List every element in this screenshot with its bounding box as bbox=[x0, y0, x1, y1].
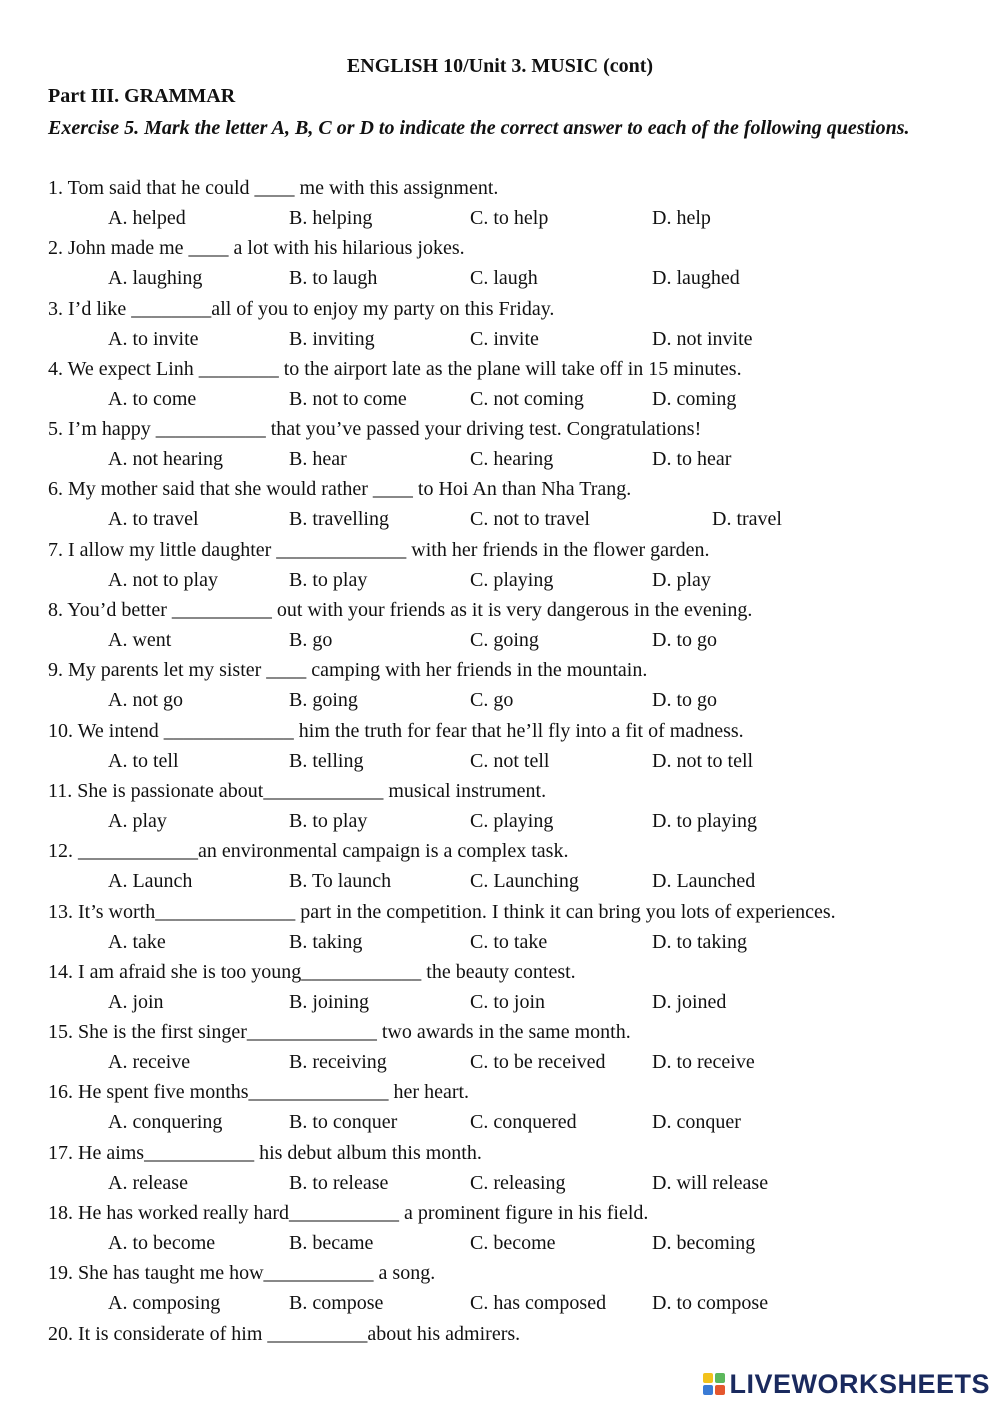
option-a[interactable]: A. play bbox=[108, 809, 167, 832]
question-stem: 9. My parents let my sister ____ camping with her friends in the mountain. bbox=[48, 659, 648, 682]
answer-options bbox=[48, 1047, 948, 1077]
question-2 bbox=[48, 233, 948, 293]
question-18 bbox=[48, 1198, 948, 1258]
question-16 bbox=[48, 1077, 948, 1137]
question-stem: 7. I allow my little daughter _____________ with her friends in the flower garden. bbox=[48, 538, 710, 561]
option-d[interactable]: D. joined bbox=[652, 990, 727, 1013]
option-c[interactable]: C. to help bbox=[470, 207, 549, 229]
option-a[interactable]: A. went bbox=[108, 629, 172, 652]
option-c[interactable]: C. hearing bbox=[470, 448, 554, 471]
option-c[interactable]: C. to take bbox=[470, 930, 548, 953]
question-6 bbox=[48, 474, 948, 534]
question-stem: 15. She is the first singer_____________ two awards in the same month. bbox=[48, 1021, 631, 1044]
question-7 bbox=[48, 535, 948, 595]
option-c[interactable]: C. playing bbox=[470, 568, 554, 591]
option-a[interactable]: A. not go bbox=[108, 689, 183, 712]
option-d[interactable]: D. to compose bbox=[652, 1292, 769, 1315]
option-c[interactable]: C. to join bbox=[470, 990, 546, 1013]
question-stem: 6. My mother said that she would rather ____ to Hoi An than Nha Trang. bbox=[48, 478, 632, 501]
question-14 bbox=[48, 957, 948, 1017]
option-a[interactable]: A. receive bbox=[108, 1051, 191, 1074]
answer-options bbox=[48, 987, 948, 1017]
option-c[interactable]: C. playing bbox=[470, 809, 554, 832]
option-d[interactable]: D. laughed bbox=[652, 267, 740, 290]
option-a[interactable]: A. take bbox=[108, 930, 166, 953]
question-stem: 3. I’d like ________all of you to enjoy my party on this Friday. bbox=[48, 297, 555, 320]
option-d[interactable]: D. to receive bbox=[652, 1051, 755, 1074]
question-stem: 8. You’d better __________ out with your friends as it is very dangerous in the evening. bbox=[48, 599, 753, 622]
option-a[interactable]: A. conquering bbox=[108, 1111, 223, 1134]
option-b[interactable]: B. to play bbox=[289, 568, 368, 591]
option-a[interactable]: A. Launch bbox=[108, 870, 193, 893]
answer-options bbox=[48, 263, 948, 293]
question-4 bbox=[48, 354, 948, 414]
option-b[interactable]: B. to laugh bbox=[289, 267, 378, 290]
option-c[interactable]: C. conquered bbox=[470, 1111, 577, 1134]
liveworksheets-logo-icon bbox=[703, 1373, 725, 1395]
question-11 bbox=[48, 776, 948, 836]
logo-text: LIVEWORKSHEETS bbox=[729, 1368, 990, 1399]
question-stem: 18. He has worked really hard___________ a prominent figure in his field. bbox=[48, 1202, 649, 1225]
answer-options bbox=[48, 927, 948, 957]
question-stem: 4. We expect Linh ________ to the airport late as the plane will take off in 15 minutes. bbox=[48, 357, 742, 380]
option-a[interactable]: A. to become bbox=[108, 1232, 216, 1255]
option-d[interactable]: D. Launched bbox=[652, 870, 756, 893]
option-a[interactable]: A. not to play bbox=[108, 568, 218, 591]
option-b[interactable]: B. receiving bbox=[289, 1051, 387, 1074]
option-c[interactable]: C. not coming bbox=[470, 387, 584, 410]
option-d[interactable]: D. becoming bbox=[652, 1232, 756, 1255]
option-a[interactable]: A. laughing bbox=[108, 267, 203, 290]
option-d[interactable]: D. to taking bbox=[652, 930, 747, 953]
answer-options bbox=[48, 565, 948, 595]
option-b[interactable]: B. inviting bbox=[289, 327, 375, 350]
option-c[interactable]: C. not tell bbox=[470, 749, 550, 772]
answer-options bbox=[48, 1168, 948, 1198]
option-c[interactable]: C. going bbox=[470, 629, 539, 652]
option-b[interactable]: B. to release bbox=[289, 1171, 389, 1194]
option-c[interactable]: C. Launching bbox=[470, 870, 579, 893]
option-a[interactable]: A. release bbox=[108, 1171, 188, 1194]
answer-options bbox=[48, 866, 948, 896]
option-d[interactable]: D. not invite bbox=[652, 327, 753, 350]
option-b[interactable]: B. To launch bbox=[289, 870, 392, 893]
question-1 bbox=[48, 173, 948, 233]
part-heading: Part III. GRAMMAR bbox=[48, 85, 236, 107]
exercise-instruction: Exercise 5. Mark the letter A, B, C or D to indicate the correct answer to each of the following questions. bbox=[48, 117, 910, 139]
option-c[interactable]: C. become bbox=[470, 1232, 556, 1255]
option-d[interactable]: D. play bbox=[652, 568, 711, 591]
option-b[interactable]: B. compose bbox=[289, 1292, 384, 1315]
option-b[interactable]: B. taking bbox=[289, 930, 363, 953]
option-d[interactable]: D. coming bbox=[652, 387, 737, 410]
answer-options bbox=[48, 1107, 948, 1137]
answer-options bbox=[48, 1228, 948, 1258]
question-stem: 2. John made me ____ a lot with his hilarious jokes. bbox=[48, 237, 465, 260]
option-b[interactable]: B. going bbox=[289, 689, 358, 712]
question-12 bbox=[48, 836, 948, 896]
option-c[interactable]: C. releasing bbox=[470, 1171, 566, 1194]
option-b[interactable]: B. not to come bbox=[289, 387, 407, 410]
question-stem: 11. She is passionate about____________ musical instrument. bbox=[48, 779, 547, 802]
question-10 bbox=[48, 716, 948, 776]
option-d[interactable]: D. not to tell bbox=[652, 749, 754, 772]
question-5 bbox=[48, 414, 948, 474]
question-13 bbox=[48, 897, 948, 957]
answer-options bbox=[48, 806, 948, 836]
page-title: ENGLISH 10/Unit 3. MUSIC (cont) bbox=[346, 55, 654, 77]
option-a[interactable]: A. to travel bbox=[108, 508, 199, 531]
answer-options bbox=[48, 384, 948, 414]
option-b[interactable]: B. helping bbox=[289, 207, 373, 229]
question-17 bbox=[48, 1138, 948, 1198]
option-b[interactable]: B. travelling bbox=[289, 508, 389, 531]
option-d[interactable]: D. to hear bbox=[652, 448, 732, 471]
answer-options bbox=[48, 504, 948, 534]
question-stem: 19. She has taught me how___________ a song. bbox=[48, 1262, 436, 1285]
question-15 bbox=[48, 1017, 948, 1077]
option-a[interactable]: A. composing bbox=[108, 1292, 221, 1315]
option-d[interactable]: D. help bbox=[652, 207, 711, 229]
option-b[interactable]: B. to conquer bbox=[289, 1111, 398, 1134]
option-b[interactable]: B. became bbox=[289, 1232, 374, 1255]
option-c[interactable]: C. not to travel bbox=[470, 508, 590, 531]
option-c[interactable]: C. laugh bbox=[470, 267, 538, 290]
answer-options bbox=[48, 685, 948, 715]
option-d[interactable]: D. will release bbox=[652, 1171, 769, 1194]
question-9 bbox=[48, 655, 948, 715]
option-d[interactable]: D. to playing bbox=[652, 809, 757, 832]
option-d[interactable]: D. conquer bbox=[652, 1111, 741, 1134]
option-c[interactable]: C. to be received bbox=[470, 1051, 606, 1074]
option-b[interactable]: B. hear bbox=[289, 448, 347, 471]
option-b[interactable]: B. go bbox=[289, 629, 333, 652]
option-c[interactable]: C. go bbox=[470, 689, 514, 712]
option-a[interactable]: A. to come bbox=[108, 387, 197, 410]
answer-options bbox=[48, 324, 948, 354]
answer-options bbox=[48, 625, 948, 655]
question-3 bbox=[48, 294, 948, 354]
option-d[interactable]: D. to go bbox=[652, 689, 717, 712]
question-19 bbox=[48, 1258, 948, 1318]
question-stem: 10. We intend _____________ him the truth for fear that he’ll fly into a fit of madness. bbox=[48, 719, 744, 742]
question-stem: 20. It is considerate of him __________about his admirers. bbox=[48, 1322, 521, 1345]
question-stem: 5. I’m happy ___________ that you’ve passed your driving test. Congratulations! bbox=[48, 418, 702, 441]
question-stem: 1. Tom said that he could ____ me with this assignment. bbox=[48, 177, 499, 199]
question-stem: 14. I am afraid she is too young____________ the beauty contest. bbox=[48, 960, 576, 983]
liveworksheets-logo[interactable] bbox=[703, 1369, 990, 1399]
option-b[interactable]: B. to play bbox=[289, 809, 368, 832]
question-stem: 16. He spent five months______________ her heart. bbox=[48, 1081, 470, 1104]
option-b[interactable]: B. telling bbox=[289, 749, 364, 772]
answer-options bbox=[48, 203, 948, 233]
option-d[interactable]: D. to go bbox=[652, 629, 717, 652]
option-a[interactable]: A. not hearing bbox=[108, 448, 223, 471]
option-a[interactable]: A. to tell bbox=[108, 749, 179, 772]
question-stem: 17. He aims___________ his debut album this month. bbox=[48, 1141, 482, 1164]
answer-options bbox=[48, 746, 948, 776]
option-a[interactable]: A. join bbox=[108, 990, 164, 1013]
option-c[interactable]: C. has composed bbox=[470, 1292, 607, 1315]
option-a[interactable]: A. helped bbox=[108, 207, 186, 229]
option-a[interactable]: A. to invite bbox=[108, 327, 199, 350]
question-stem: 13. It’s worth______________ part in the competition. I think it can bring you lots of experiences. bbox=[48, 900, 836, 923]
answer-options bbox=[48, 444, 948, 474]
answer-options bbox=[48, 1288, 948, 1318]
question-8 bbox=[48, 595, 948, 655]
option-b[interactable]: B. joining bbox=[289, 990, 370, 1013]
option-c[interactable]: C. invite bbox=[470, 327, 539, 350]
question-list bbox=[48, 173, 948, 1379]
question-stem: 12. ____________an environmental campaign is a complex task. bbox=[48, 840, 569, 863]
option-d[interactable]: D. travel bbox=[712, 508, 782, 531]
